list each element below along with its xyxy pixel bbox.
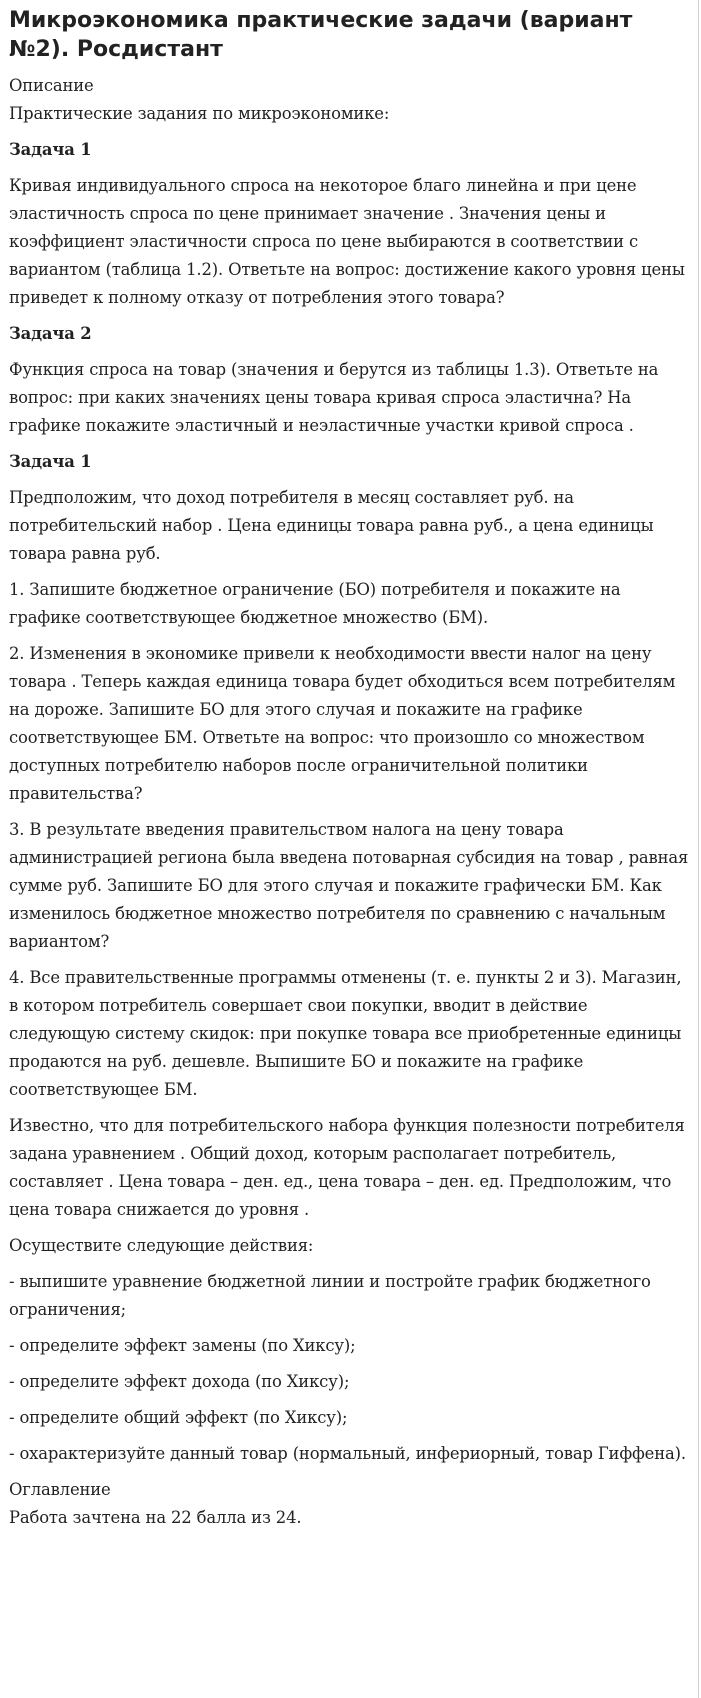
task1-heading: Задача 1 bbox=[9, 140, 92, 159]
list-item: 2. Изменения в экономике привели к необходимости ввести налог на цену товара . Теперь каждая единица товара будет обходиться всем потребителям на дороже. Запишите БО для этого случая и покажите на графике соответствующее БМ. Ответьте на вопрос: что произошло со множеством доступных потребителю наборов после ограничительной политики правительства? bbox=[9, 644, 676, 803]
action-item: - выпишите уравнение бюджетной линии и постройте график бюджетного ограничения; bbox=[9, 1272, 651, 1319]
task1-text: Кривая индивидуального спроса на некоторое благо линейна и при цене эластичность спроса по цене принимает значение . Значения цены и коэффициент эластичности спроса по цене выбираются в соответствии с вариантом (таблица 1.2). Ответьте на вопрос: достижение какого уровня цены приведет к полному отказу от потребления этого товара? bbox=[9, 176, 685, 307]
action-item: - определите эффект дохода (по Хиксу); bbox=[9, 1372, 350, 1391]
action-item: - охарактеризуйте данный товар (нормальный, инфериорный, товар Гиффена). bbox=[9, 1444, 686, 1463]
task3-heading: Задача 1 bbox=[9, 452, 92, 471]
page-title: Микроэкономика практические задачи (вариант №2). Росдистант bbox=[9, 8, 633, 62]
task3-text: Предположим, что доход потребителя в месяц составляет руб. на потребительский набор . Цена единицы товара равна руб., а цена единицы товара равна руб. bbox=[9, 488, 654, 563]
footer-note: Работа зачтена на 22 балла из 24. bbox=[9, 1508, 302, 1527]
task2-heading: Задача 2 bbox=[9, 324, 92, 343]
action-item: - определите эффект замены (по Хиксу); bbox=[9, 1336, 356, 1355]
list-item: 1. Запишите бюджетное ограничение (БО) потребителя и покажите на графике соответствующее бюджетное множество (БМ). bbox=[9, 580, 621, 627]
action-item: - определите общий эффект (по Хиксу); bbox=[9, 1408, 348, 1427]
list-item: 3. В результате введения правительством налога на цену товара администрацией региона была введена потоварная субсидия на товар , равная сумме руб. Запишите БО для этого случая и покажите графически БМ. Как изменилось бюджетное множество потребителя по сравнению с начальным вариантом? bbox=[9, 820, 689, 951]
actions-label: Осуществите следующие действия: bbox=[9, 1236, 314, 1255]
intro-text: Практические задания по микроэкономике: bbox=[9, 104, 390, 123]
task2-text: Функция спроса на товар (значения и берутся из таблицы 1.3). Ответьте на вопрос: при каких значениях цены товара кривая спроса эластична? На графике покажите эластичный и неэластичные участки кривой спроса . bbox=[9, 360, 659, 435]
task4-text: Известно, что для потребительского набора функция полезности потребителя задана уравнением . Общий доход, которым располагает потребитель, составляет . Цена товара – ден. ед., цена товара – ден. ед. Предположим, что цена товара снижается до уровня . bbox=[9, 1116, 685, 1219]
toc-label: Оглавление bbox=[9, 1480, 111, 1499]
description-label: Описание bbox=[9, 76, 94, 95]
list-item: 4. Все правительственные программы отменены (т. е. пункты 2 и 3). Магазин, в котором потребитель совершает свои покупки, вводит в действие следующую систему скидок: при покупке товара все приобретенные единицы продаются на руб. дешевле. Выпишите БО и покажите на графике соответствующее БМ. bbox=[9, 968, 682, 1099]
